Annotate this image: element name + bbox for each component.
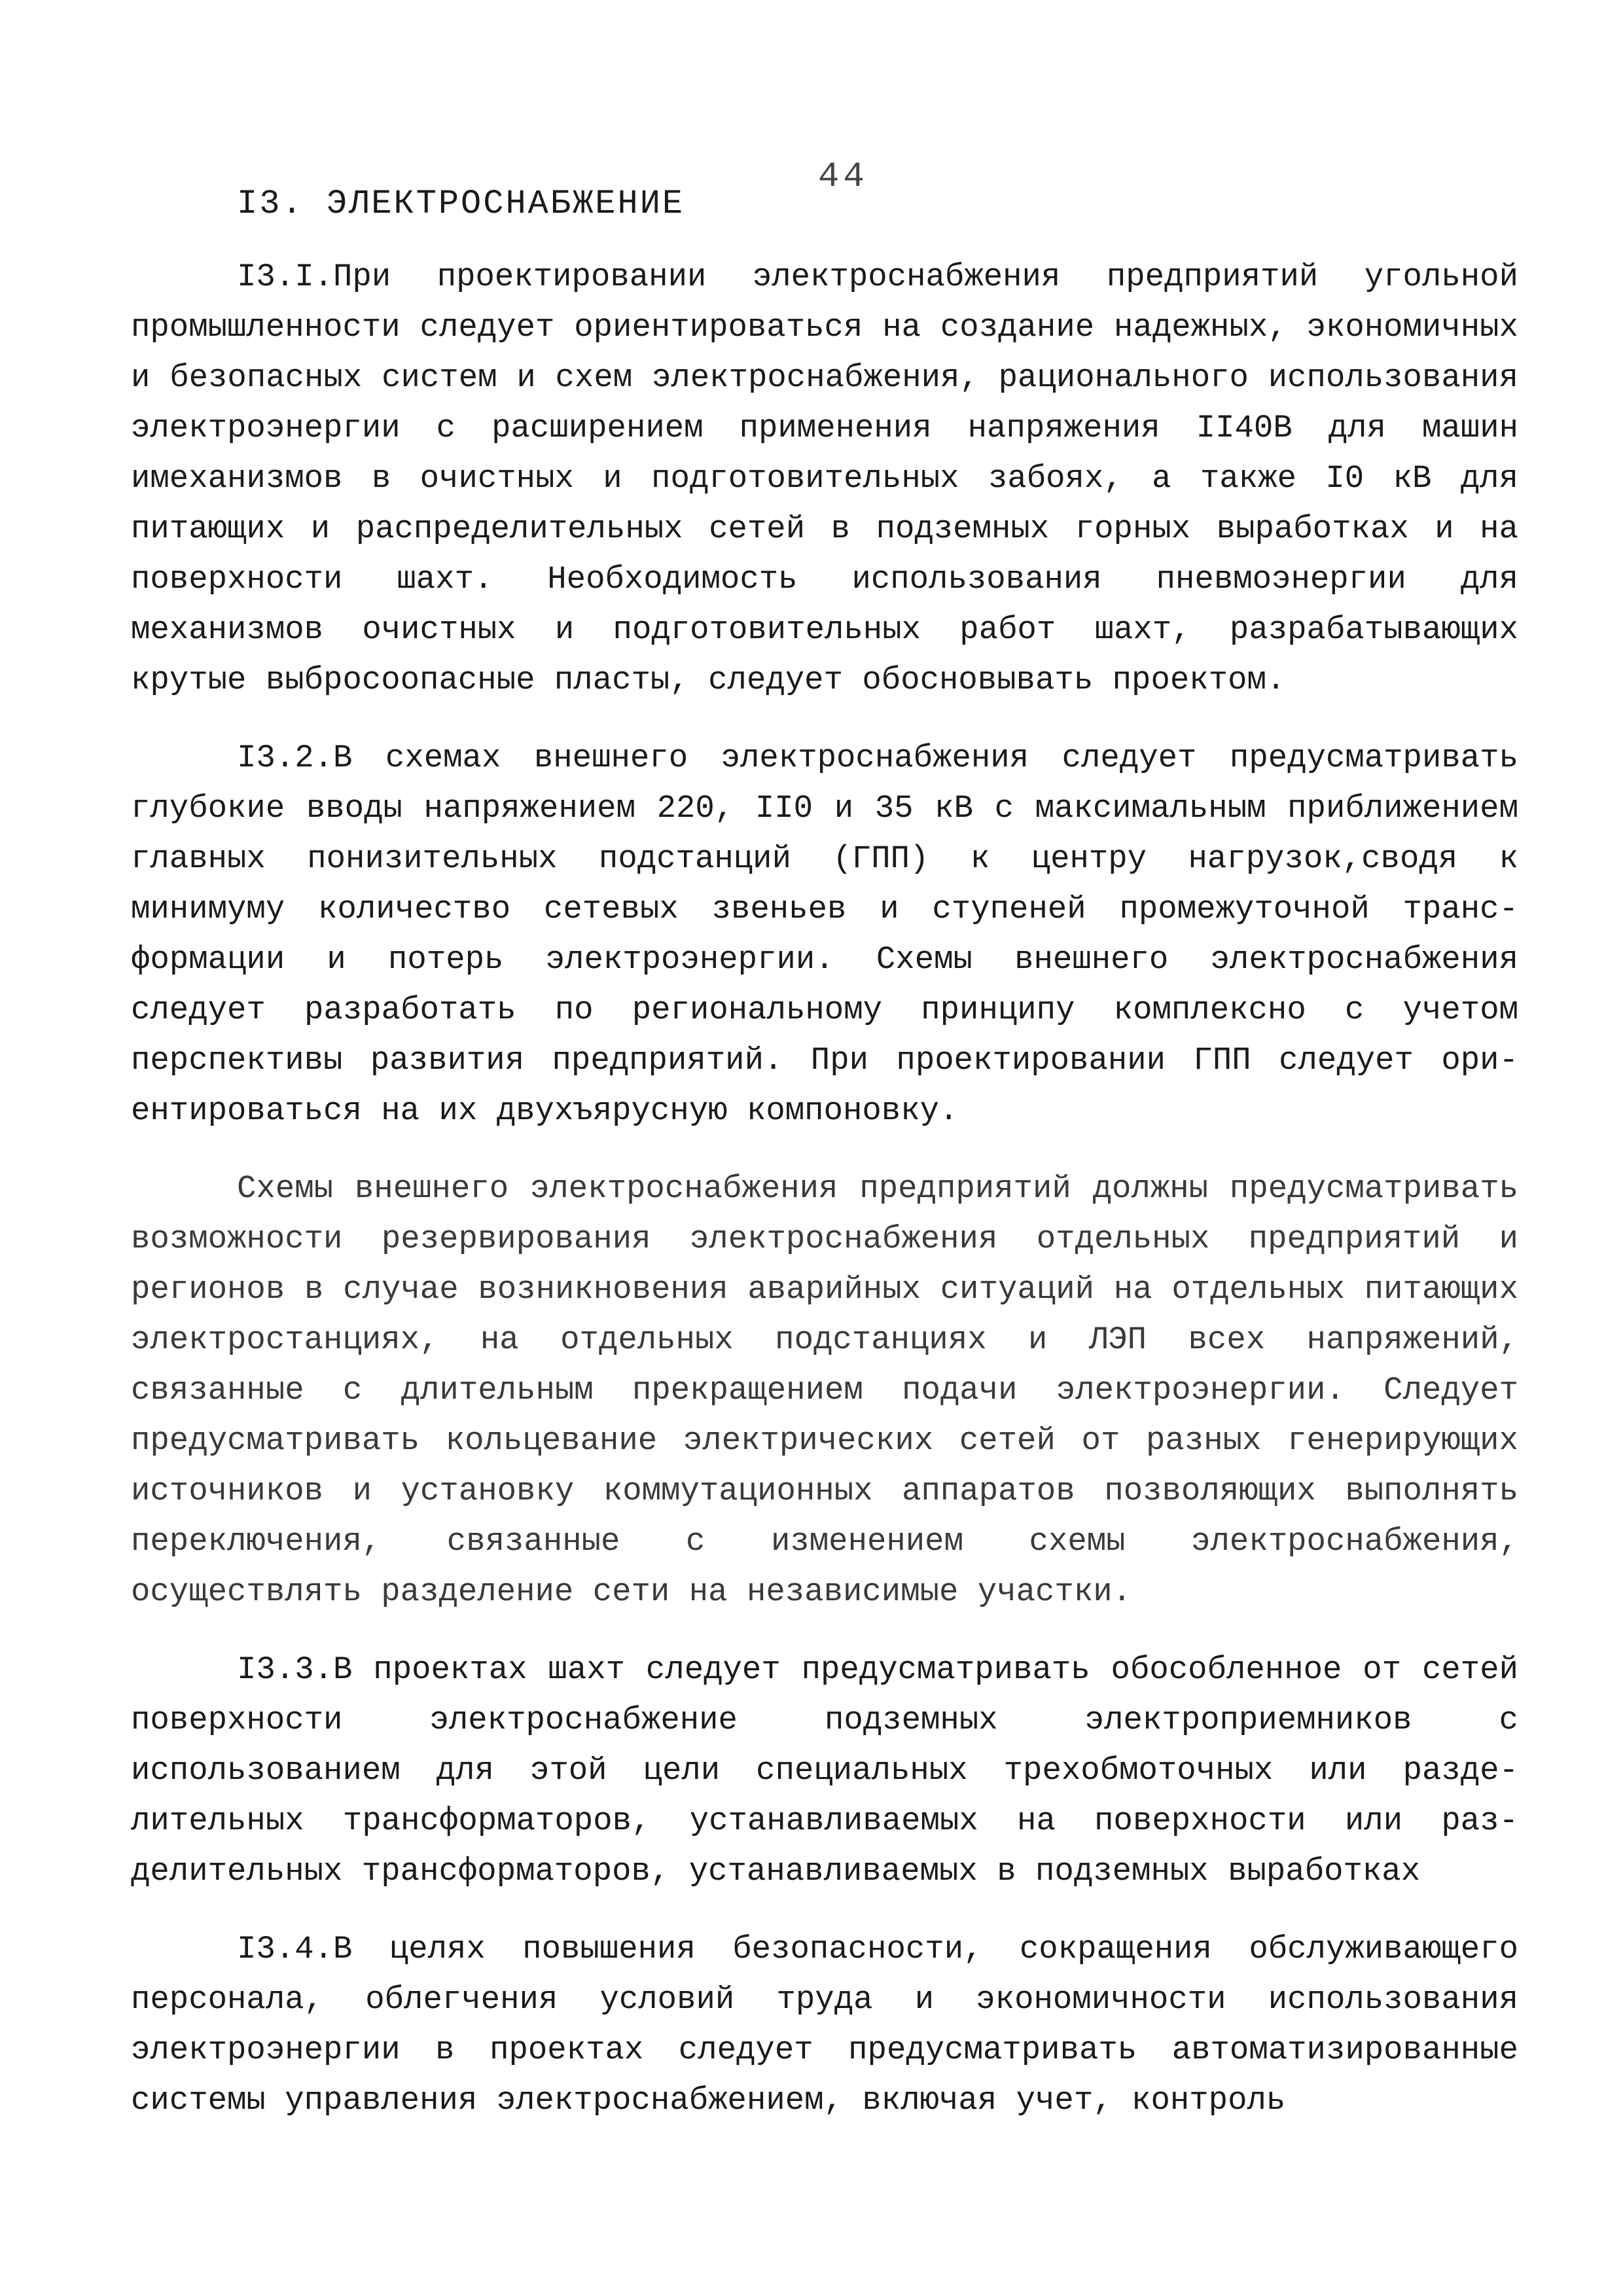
- paragraph-13-4: I3.4.В целях повышения безопасности, сокращения обслуживающего персонала, облегчения условий труда и экономичности использования электроэнергии в проектах следует предусматривать автоматизированные системы управления электроснабжением, включая учет, контроль: [131, 1931, 1518, 2119]
- paragraph-13-2: I3.2.В схемах внешнего электроснабжения следует предусматривать глубокие вводы напряжением 220, II0 и 35 кВ с максимальным приближением главных понизительных подстанций (ГПП) к центру нагрузок,сводя к минимуму количество сетевых звеньев и ступеней промежуточной трансформации и потерь электроэнергии. Схемы внешнего электроснабжения следует разработать по региональному принципу комплексно с учетом перспективы развития предприятий. При проектировании ГПП следует ориентироваться на их двухъярусную компоновку.: [131, 740, 1518, 1129]
- paragraph-13-2-reserve: Схемы внешнего электроснабжения предприятий должны предусматривать возможности резервирования электроснабжения отдельных предприятий и регионов в случае возникновения аварийных ситуаций на отдельных питающих электростанциях, на отдельных подстанциях и ЛЭП всех напряжений, связанные с длительным прекращением подачи электроэнергии. Следует предусматривать кольцевание электрических сетей от разных генерирующих источников и установку коммутационных аппаратов позволяющих выполнять переключения, связанные с изменением схемы электроснабжения, осуществлять разделение сети на независимые участки.: [131, 1170, 1518, 1610]
- paragraph-13-3: I3.3.В проектах шахт следует предусматривать обособленное от сетей поверхности электроснабжение подземных электроприемников с использованием для этой цели специальных трехобмоточных или разделительных трансформаторов, устанавливаемых на поверхности или разделительных трансформаторов, устанавливаемых в подземных выработках: [131, 1651, 1518, 1890]
- document-body: [131, 252, 1518, 2153]
- paragraph-13-1: I3.I.При проектировании электроснабжения предприятий угольной промышленности следует ориентироваться на создание надежных, экономичных и безопасных систем и схем электроснабжения, рационального использования электроэнергии с расширением применения напряжения II40В для машин имеханизмов в очистных и подготовительных забоях, а также I0 кВ для питающих и распределительных сетей в подземных горных выработках и на поверхности шахт. Необходимость использования пневмоэнергии для механизмов очистных и подготовительных работ шахт, разрабатывающих крутые выбросоопасные пласты, следует обосновывать проектом.: [131, 259, 1518, 698]
- section-title: I3. ЭЛЕКТРОСНАБЖЕНИЕ: [237, 185, 685, 223]
- page-number: 44: [818, 157, 868, 197]
